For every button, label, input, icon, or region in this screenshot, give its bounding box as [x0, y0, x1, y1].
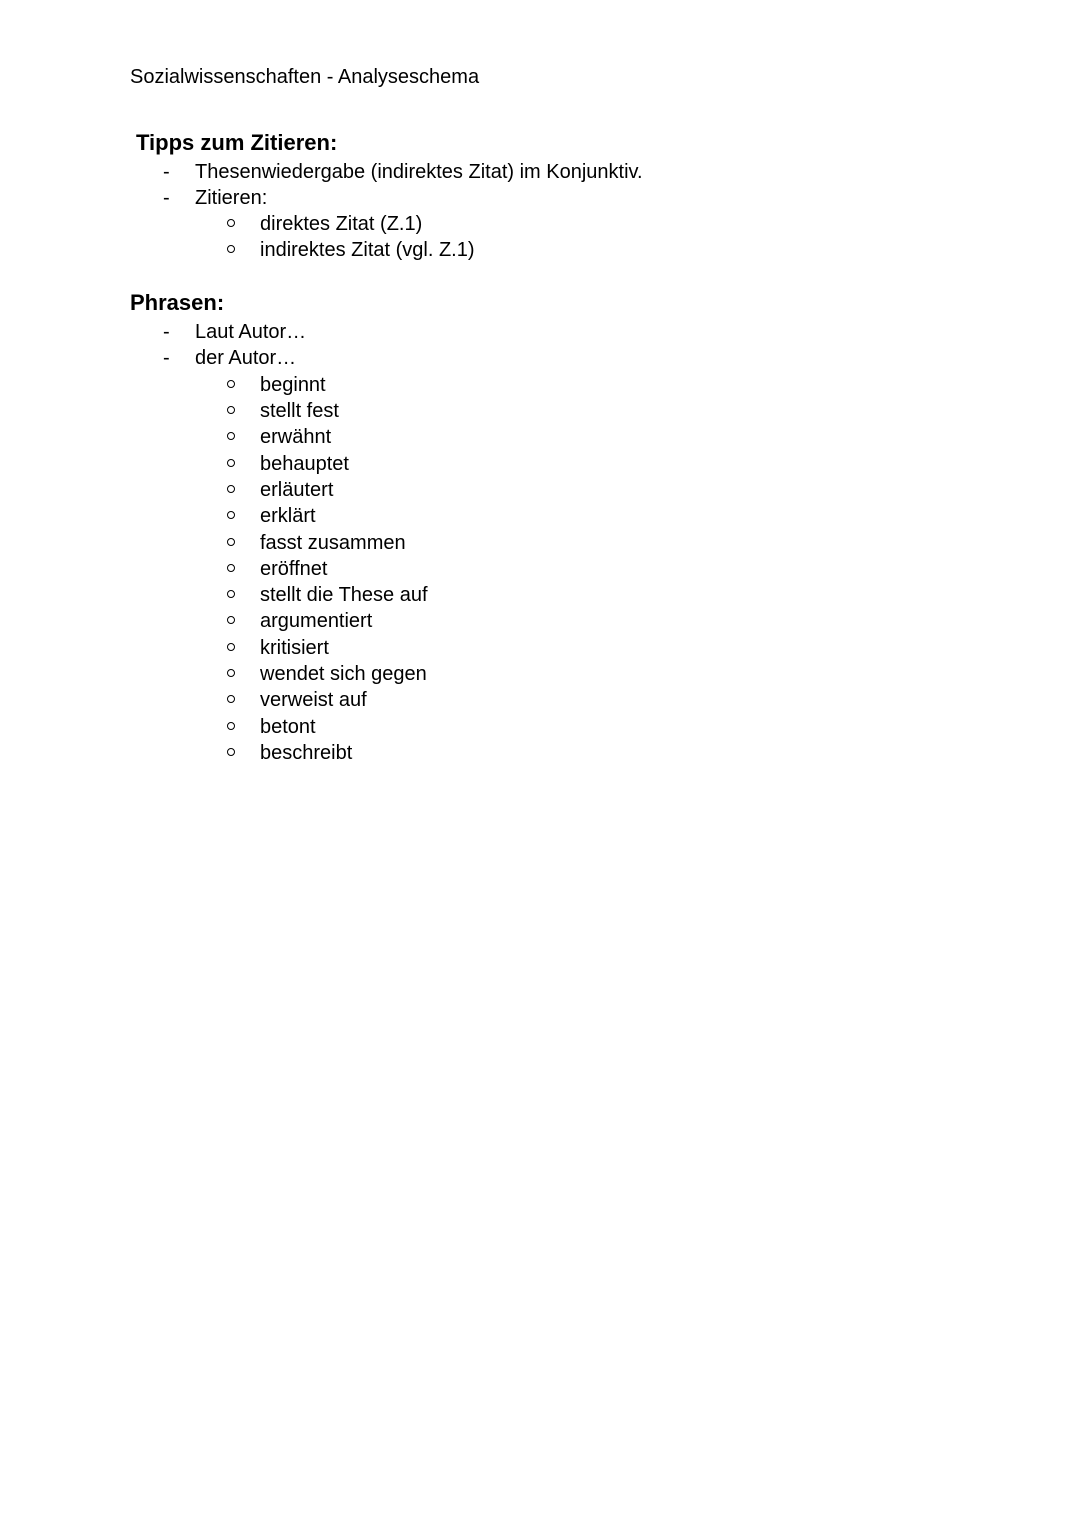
dash-bullet: -: [163, 161, 170, 183]
circle-bullet-icon: [227, 245, 235, 253]
list-item-text: Thesenwiedergabe (indirektes Zitat) im Konjunktiv.: [195, 161, 643, 183]
sub-list-item-text: kritisiert: [260, 637, 329, 659]
sub-list-item-text: stellt fest: [260, 400, 339, 422]
circle-bullet-icon: [227, 616, 235, 624]
list-item-text: Zitieren:: [195, 187, 268, 209]
sub-list-item-text: beginnt: [260, 374, 326, 396]
document-header: Sozialwissenschaften - Analyseschema: [130, 66, 480, 88]
sub-list-item-text: betont: [260, 716, 316, 738]
sub-list-item-text: argumentiert: [260, 610, 373, 632]
dash-bullet: -: [163, 321, 170, 343]
section-heading-phrasen: Phrasen:: [130, 290, 225, 315]
sub-list-item-text: direktes Zitat (Z.1): [260, 213, 423, 235]
dash-bullet: -: [163, 347, 170, 369]
circle-bullet-icon: [227, 722, 235, 730]
sub-list-item-text: eröffnet: [260, 558, 328, 580]
list-item-text: Laut Autor…: [195, 321, 307, 343]
sub-list-item-text: beschreibt: [260, 742, 353, 764]
circle-bullet-icon: [227, 459, 235, 467]
sub-list-item-text: behauptet: [260, 453, 349, 475]
dash-bullet: -: [163, 187, 170, 209]
circle-bullet-icon: [227, 669, 235, 677]
circle-bullet-icon: [227, 695, 235, 703]
circle-bullet-icon: [227, 380, 235, 388]
sub-list-item-text: verweist auf: [260, 689, 367, 711]
circle-bullet-icon: [227, 511, 235, 519]
list-item-text: der Autor…: [195, 347, 297, 369]
circle-bullet-icon: [227, 643, 235, 651]
sub-list-item-text: stellt die These auf: [260, 584, 428, 606]
sub-list-item-text: wendet sich gegen: [260, 663, 427, 685]
circle-bullet-icon: [227, 485, 235, 493]
circle-bullet-icon: [227, 219, 235, 227]
circle-bullet-icon: [227, 406, 235, 414]
circle-bullet-icon: [227, 564, 235, 572]
sub-list-item-text: erklärt: [260, 505, 316, 527]
sub-list-item-text: fasst zusammen: [260, 532, 406, 554]
sub-list-item-text: indirektes Zitat (vgl. Z.1): [260, 239, 475, 261]
circle-bullet-icon: [227, 590, 235, 598]
sub-list-item-text: erwähnt: [260, 426, 332, 448]
sub-list-item-text: erläutert: [260, 479, 334, 501]
circle-bullet-icon: [227, 748, 235, 756]
section-heading-tipps: Tipps zum Zitieren:: [136, 130, 338, 155]
circle-bullet-icon: [227, 432, 235, 440]
circle-bullet-icon: [227, 538, 235, 546]
